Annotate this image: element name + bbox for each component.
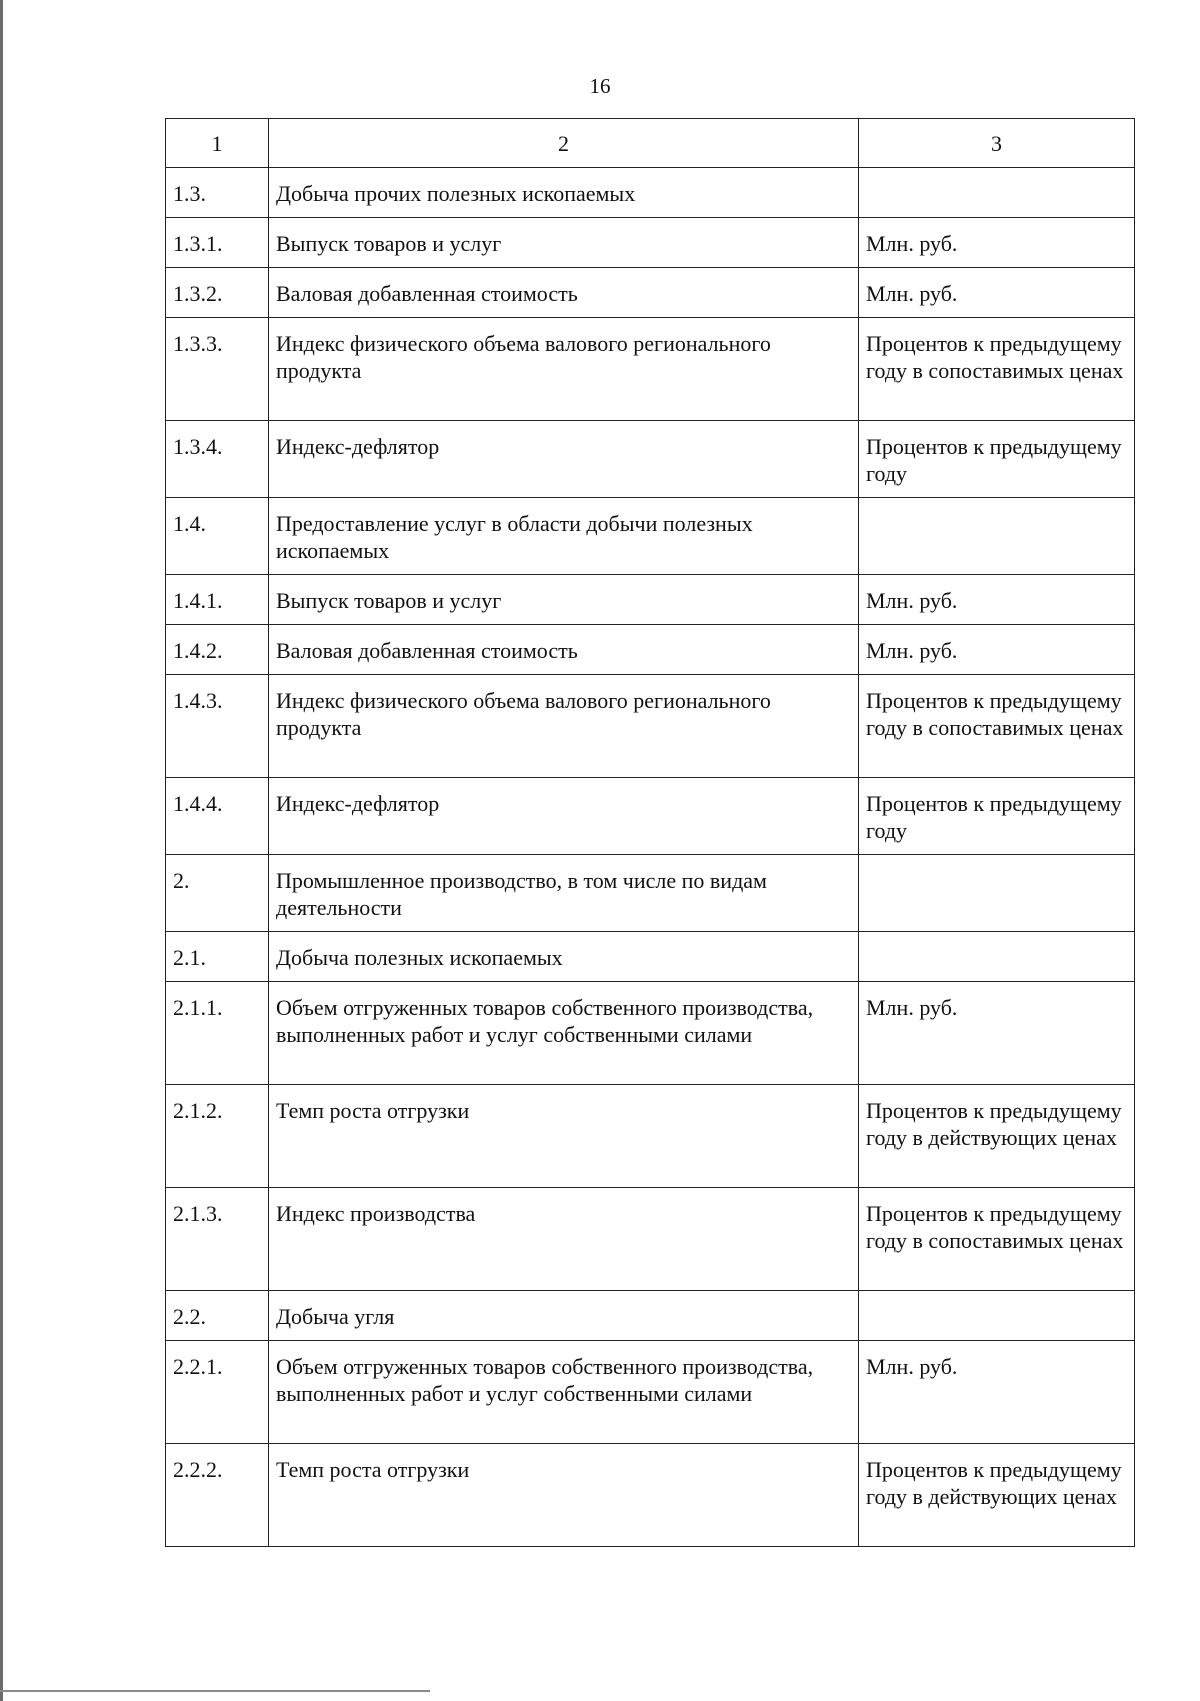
row-name: Промышленное производство, в том числе по видам деятельности [269,855,859,932]
table-row [166,1188,1135,1291]
page-number: 16 [589,74,611,98]
row-code: 1.3.3. [166,318,269,421]
row-unit: Процентов к предыдущему году в сопоставимых ценах [859,1188,1135,1291]
column-header-2: 2 [269,119,859,168]
table-row [166,855,1135,932]
row-code: 1.3.1. [166,218,269,268]
row-code: 1.4.4. [166,778,269,855]
row-code: 2. [166,855,269,932]
table-row [166,982,1135,1085]
table-row [166,625,1135,675]
row-name: Индекс-дефлятор [269,421,859,498]
column-header-1: 1 [166,119,269,168]
row-unit: Процентов к предыдущему году в действующих ценах [859,1085,1135,1188]
row-name: Выпуск товаров и услуг [269,575,859,625]
row-code: 1.4. [166,498,269,575]
row-code: 2.2. [166,1291,269,1341]
row-name: Темп роста отгрузки [269,1085,859,1188]
row-name: Добыча прочих полезных ископаемых [269,168,859,218]
table-row [166,421,1135,498]
row-unit: Процентов к предыдущему году [859,778,1135,855]
row-code: 2.1. [166,932,269,982]
row-name: Темп роста отгрузки [269,1444,859,1547]
row-code: 1.3. [166,168,269,218]
row-unit: Млн. руб. [859,575,1135,625]
row-name: Индекс производства [269,1188,859,1291]
table-row [166,1341,1135,1444]
row-unit [859,855,1135,932]
row-unit [859,168,1135,218]
row-name: Объем отгруженных товаров собственного производства, выполненных работ и услуг собственными силами [269,982,859,1085]
table-row [166,268,1135,318]
row-unit: Процентов к предыдущему году в действующих ценах [859,1444,1135,1547]
row-unit [859,1291,1135,1341]
scan-edge-left [0,0,3,1701]
row-name: Индекс физического объема валового регионального продукта [269,318,859,421]
row-name: Валовая добавленная стоимость [269,268,859,318]
row-unit: Процентов к предыдущему году [859,421,1135,498]
row-unit [859,498,1135,575]
table-row [166,318,1135,421]
row-unit: Млн. руб. [859,218,1135,268]
row-unit: Млн. руб. [859,268,1135,318]
row-name: Валовая добавленная стоимость [269,625,859,675]
table-row [166,778,1135,855]
table-row [166,1444,1135,1547]
row-code: 1.4.2. [166,625,269,675]
row-unit: Млн. руб. [859,982,1135,1085]
table-row [166,575,1135,625]
table-row [166,932,1135,982]
row-unit: Процентов к предыдущему году в сопоставимых ценах [859,318,1135,421]
row-code: 2.1.1. [166,982,269,1085]
column-header-3: 3 [859,119,1135,168]
table-header-row [166,119,1135,168]
row-unit [859,932,1135,982]
row-code: 2.2.1. [166,1341,269,1444]
table-row [166,168,1135,218]
row-name: Предоставление услуг в области добычи полезных ископаемых [269,498,859,575]
table-row [166,498,1135,575]
row-unit: Процентов к предыдущему году в сопоставимых ценах [859,675,1135,778]
row-code: 2.2.2. [166,1444,269,1547]
table-row [166,218,1135,268]
indicators-table [165,118,1135,1547]
row-name: Добыча полезных ископаемых [269,932,859,982]
row-name: Добыча угля [269,1291,859,1341]
row-name: Индекс физического объема валового регионального продукта [269,675,859,778]
row-unit: Млн. руб. [859,1341,1135,1444]
row-code: 1.4.1. [166,575,269,625]
row-code: 2.1.3. [166,1188,269,1291]
row-code: 1.4.3. [166,675,269,778]
row-code: 2.1.2. [166,1085,269,1188]
row-code: 1.3.2. [166,268,269,318]
row-name: Объем отгруженных товаров собственного производства, выполненных работ и услуг собственными силами [269,1341,859,1444]
table-row [166,1085,1135,1188]
scan-edge-bottom [0,1690,430,1692]
table-row [166,675,1135,778]
row-name: Выпуск товаров и услуг [269,218,859,268]
row-name: Индекс-дефлятор [269,778,859,855]
row-code: 1.3.4. [166,421,269,498]
table-row [166,1291,1135,1341]
row-unit: Млн. руб. [859,625,1135,675]
